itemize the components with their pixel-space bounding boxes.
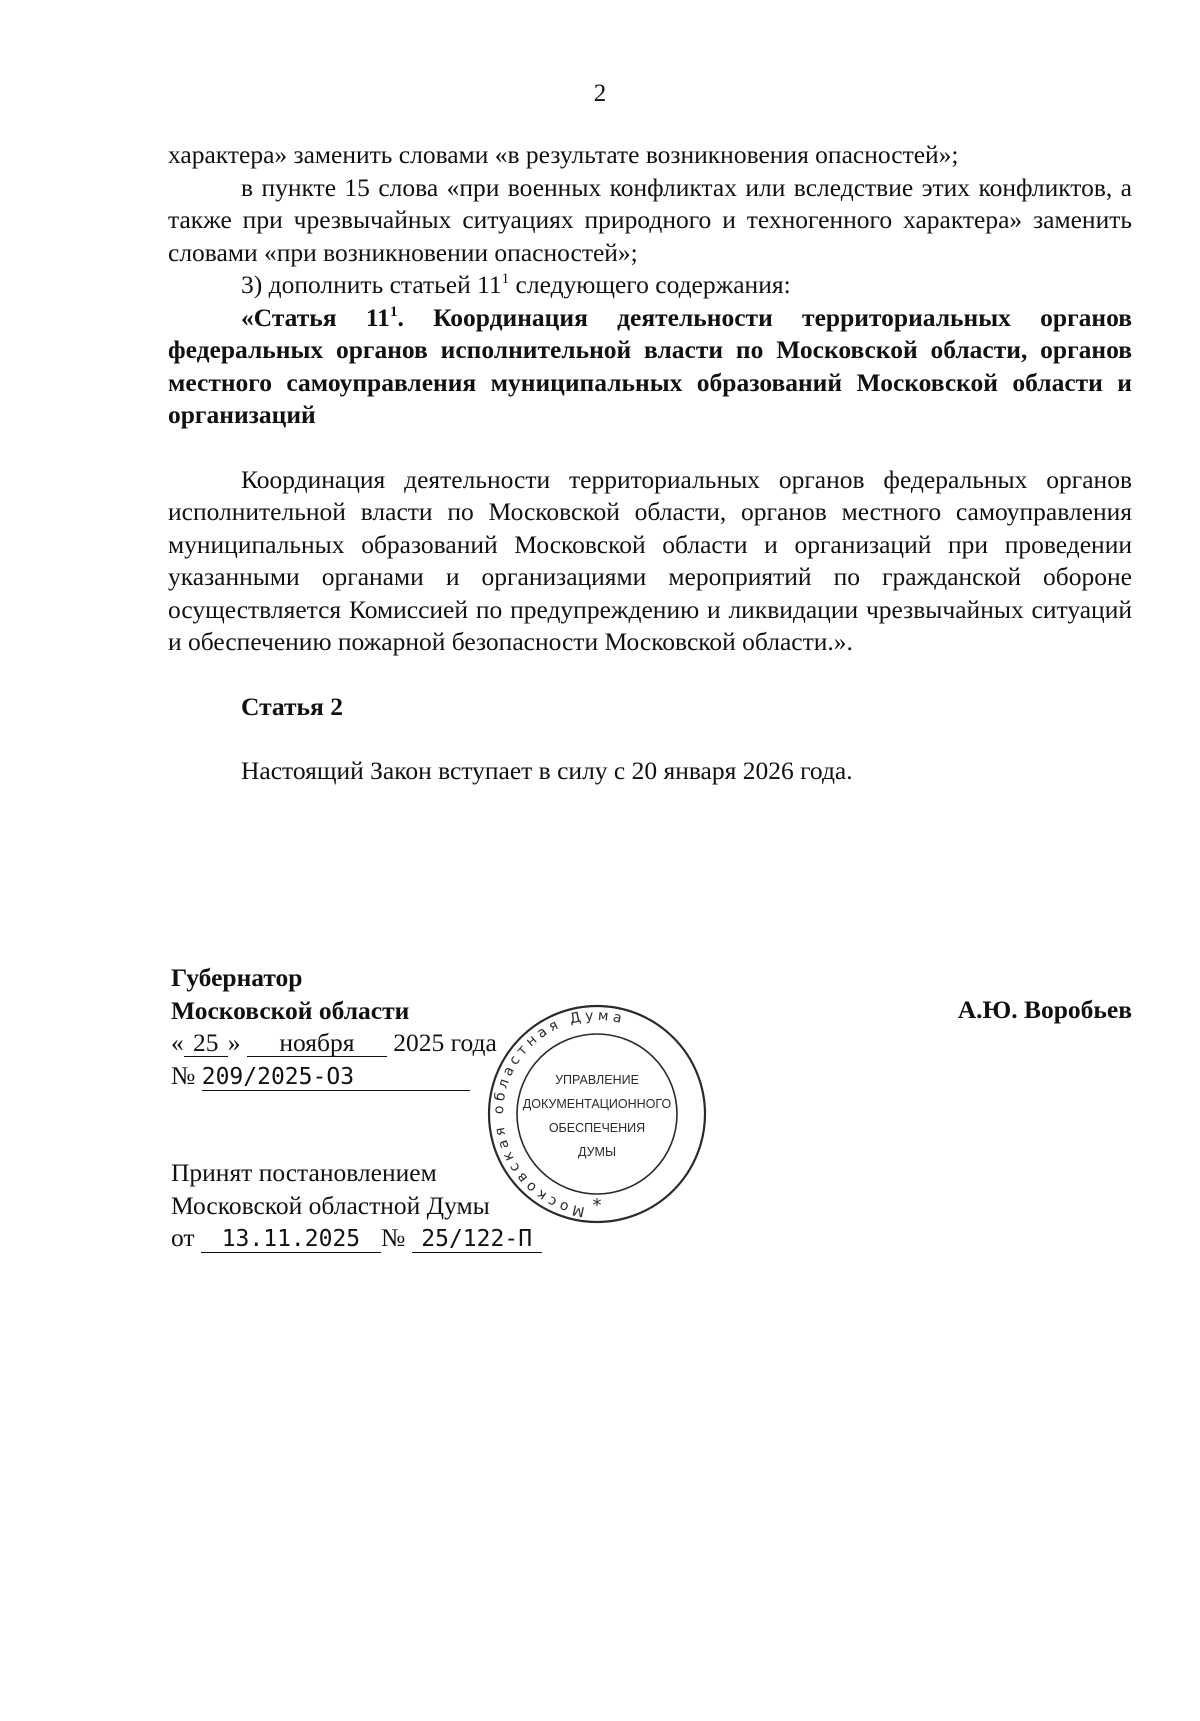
article-heading-superscript: 1: [389, 303, 398, 320]
article-heading-end: . Координация деятельности территориальных органов федеральных органов исполнительной власти по Московской области, органов местного самоуправления муниципальных образований Московской области и организаций: [168, 302, 1132, 429]
seal-line2: ДОКУМЕНТАЦИОННОГО: [522, 1097, 672, 1111]
adoption-from-prefix: от: [171, 1223, 195, 1252]
article-2-heading: Статья 2: [241, 691, 343, 721]
paragraph-addition: [168, 269, 1132, 302]
governor-name: А.Ю. Воробьев: [957, 995, 1132, 1024]
article-heading-start: «Статья 11: [241, 302, 390, 332]
spacer: [168, 432, 1132, 464]
official-seal-stamp: [482, 1002, 712, 1227]
date-open-quote: «: [171, 1028, 184, 1057]
spacer: [168, 723, 1132, 755]
spacer: [168, 659, 1132, 691]
law-number: [171, 1060, 497, 1093]
governor-title-line2: Московской области: [171, 995, 410, 1025]
seal-inner-ring: [517, 1034, 677, 1194]
addition-text-start: 3) дополнить статьей 11: [241, 270, 502, 299]
signature-date: [171, 1027, 497, 1060]
article-11-1-text: Координация деятельности территориальных органов федеральных органов исполнительной власти по Московской области, органов местного самоуправления муниципальных образований Московской области и организаций при проведении указанными органами и организациями мероприятий по гражданской обороне осуществляется Комиссией по предупреждению и ликвидации чрезвычайных ситуаций и обеспечению пожарной безопасности Московской области.».: [168, 464, 1132, 656]
page-number: 2: [593, 80, 607, 107]
article-2-text: Настоящий Закон вступает в силу с 20 января 2026 года.: [241, 756, 853, 785]
date-month: ноября: [247, 1030, 387, 1057]
date-year: 2025 года: [393, 1028, 497, 1057]
law-number-prefix: №: [171, 1060, 196, 1090]
article-11-1-heading: [168, 302, 1132, 432]
seal-line4: ДУМЫ: [577, 1145, 617, 1159]
seal-line1: УПРАВЛЕНИЕ: [555, 1073, 639, 1087]
seal-outer-text: Московская областная Дума: [490, 1007, 628, 1220]
adoption-number-prefix: №: [380, 1223, 406, 1252]
addition-text-end: следующего содержания:: [509, 270, 791, 299]
signature-block: [171, 962, 497, 1092]
governor-title-line1: Губернатор: [171, 963, 303, 992]
seal-star-icon: *: [592, 1195, 602, 1216]
paragraph-point-15: в пункте 15 слова «при военных конфликтах или вследствие этих конфликтов, а также при чрезвычайных ситуациях природного и техногенного характера» заменить словами «при возникновении опасностей»;: [168, 172, 1132, 267]
addition-superscript: 1: [501, 271, 510, 287]
adoption-number: 25/122-П: [412, 1226, 542, 1253]
law-number-value: 209/2025-ОЗ: [202, 1064, 470, 1091]
adoption-line2: Московской областной Думы: [171, 1190, 490, 1220]
date-close-quote: »: [227, 1028, 241, 1057]
paragraph-continuation: характера» заменить словами «в результате возникновения опасностей»;: [168, 140, 959, 169]
date-day: 25: [184, 1030, 228, 1057]
seal-line3: ОБЕСПЕЧЕНИЯ: [548, 1121, 646, 1135]
adoption-line1: Принят постановлением: [171, 1158, 437, 1187]
seal-outer-ring: [489, 1006, 705, 1222]
adoption-date: 13.11.2025: [201, 1226, 381, 1253]
document-body: [168, 139, 1132, 788]
